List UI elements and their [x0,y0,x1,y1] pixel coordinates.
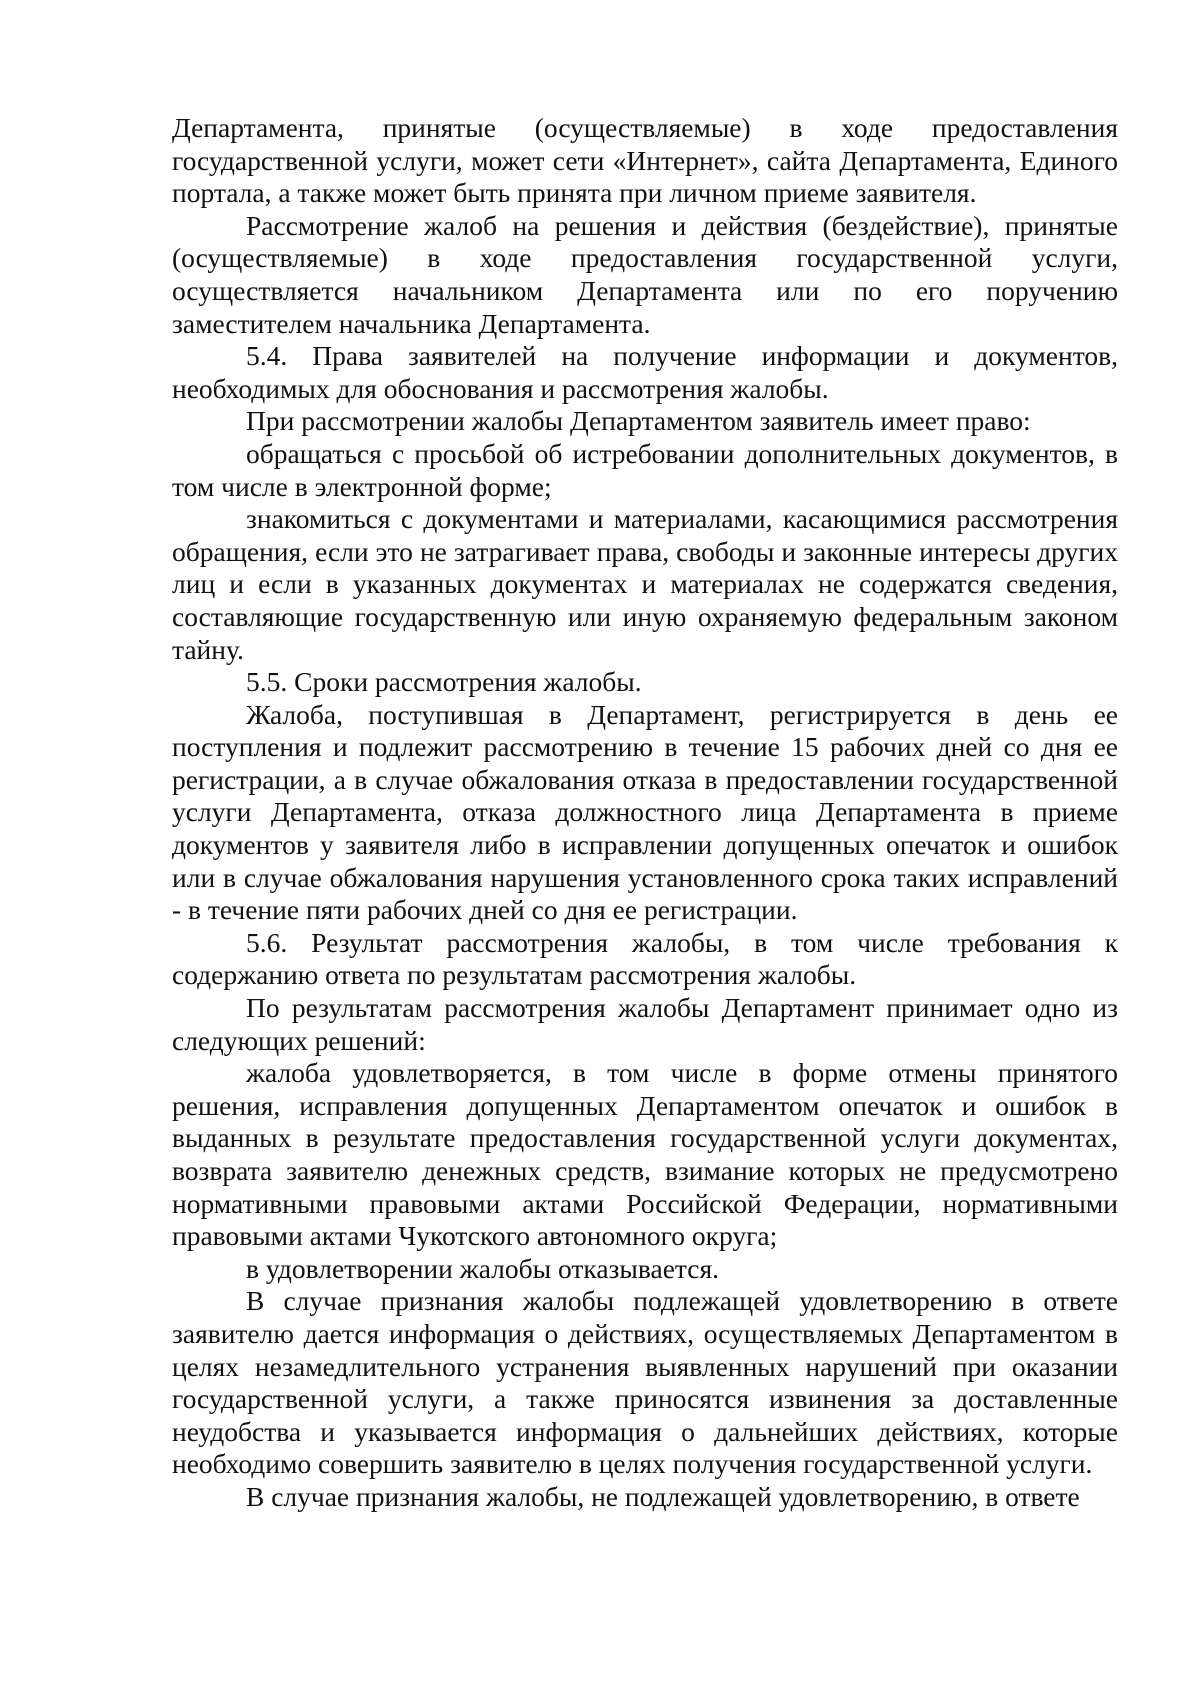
paragraph-decision-intro: По результатам рассмотрения жалобы Департамент принимает одно из следующих решений: [172,992,1118,1056]
paragraph-complaint-satisfied: жалоба удовлетворяется, в том числе в форме отмены принятого решения, исправления допущенных Департаментом опечаток и ошибок в выданных в результате предоставления государственной услуги документах, возврата заявителю денежных средств, взимание которых не предусмотрено нормативными правовыми актами Российской Федерации, нормативными правовыми актами Чукотского автономного округа; [172,1057,1118,1252]
paragraph-response-if-rejected: В случае признания жалобы, не подлежащей удовлетворению, в ответе [246,1480,1080,1512]
paragraph-continuation: Департамента, принятые (осуществляемые) в ходе предоставления государственной услуги, может сети «Интернет», сайта Департамента, Единого портала, а также может быть принята при личном приеме заявителя. [172,112,1118,209]
section-heading-5-4: 5.4. Права заявителей на получение информации и документов, необходимых для обоснования и рассмотрения жалобы. [172,340,1118,404]
paragraph-response-if-satisfied: В случае признания жалобы подлежащей удовлетворению в ответе заявителю дается информация о действиях, осуществляемых Департаментом в целях незамедлительного устранения выявленных нарушений при оказании государственной услуги, а также приносятся извинения за доставленные неудобства и указывается информация о дальнейших действиях, которые необходимо совершить заявителю в целях получения государственной услуги. [172,1285,1118,1480]
paragraph-complaint-review: Рассмотрение жалоб на решения и действия (бездействие), принятые (осуществляемые) в ходе предоставления государственной услуги, осуществляется начальником Департамента или по его поручению заместителем начальника Департамента. [172,209,1118,339]
paragraph-review-deadlines: Жалоба, поступившая в Департамент, регистрируется в день ее поступления и подлежит рассмотрению в течение 15 рабочих дней со дня ее регистрации, а в случае обжалования отказа в предоставлении государственной услуги Департамента, отказа должностного лица Департамента в приеме документов у заявителя либо в исправлении допущенных опечаток и ошибок или в случае обжалования нарушения установленного срока таких исправлений - в течение пяти рабочих дней со дня ее регистрации. [172,698,1118,926]
paragraph-applicant-rights-intro: При рассмотрении жалобы Департаментом заявитель имеет право: [246,405,1031,437]
section-heading-5-6: 5.6. Результат рассмотрения жалобы, в том числе требования к содержанию ответа по результатам рассмотрения жалобы. [172,926,1118,991]
paragraph-right-request-documents: обращаться с просьбой об истребовании дополнительных документов, в том числе в электронной форме; [172,437,1118,502]
paragraph-complaint-rejected: в удовлетворении жалобы отказывается. [246,1252,719,1284]
paragraph-right-review-materials: знакомиться с документами и материалами, касающимися рассмотрения обращения, если это не затрагивает права, свободы и законные интересы других лиц и если в указанных документах и материалах не содержатся сведения, составляющие государственную или иную охраняемую федеральным законом тайну. [172,503,1118,665]
document-page [172,112,1118,1514]
section-heading-5-5: 5.5. Сроки рассмотрения жалобы. [246,666,642,698]
